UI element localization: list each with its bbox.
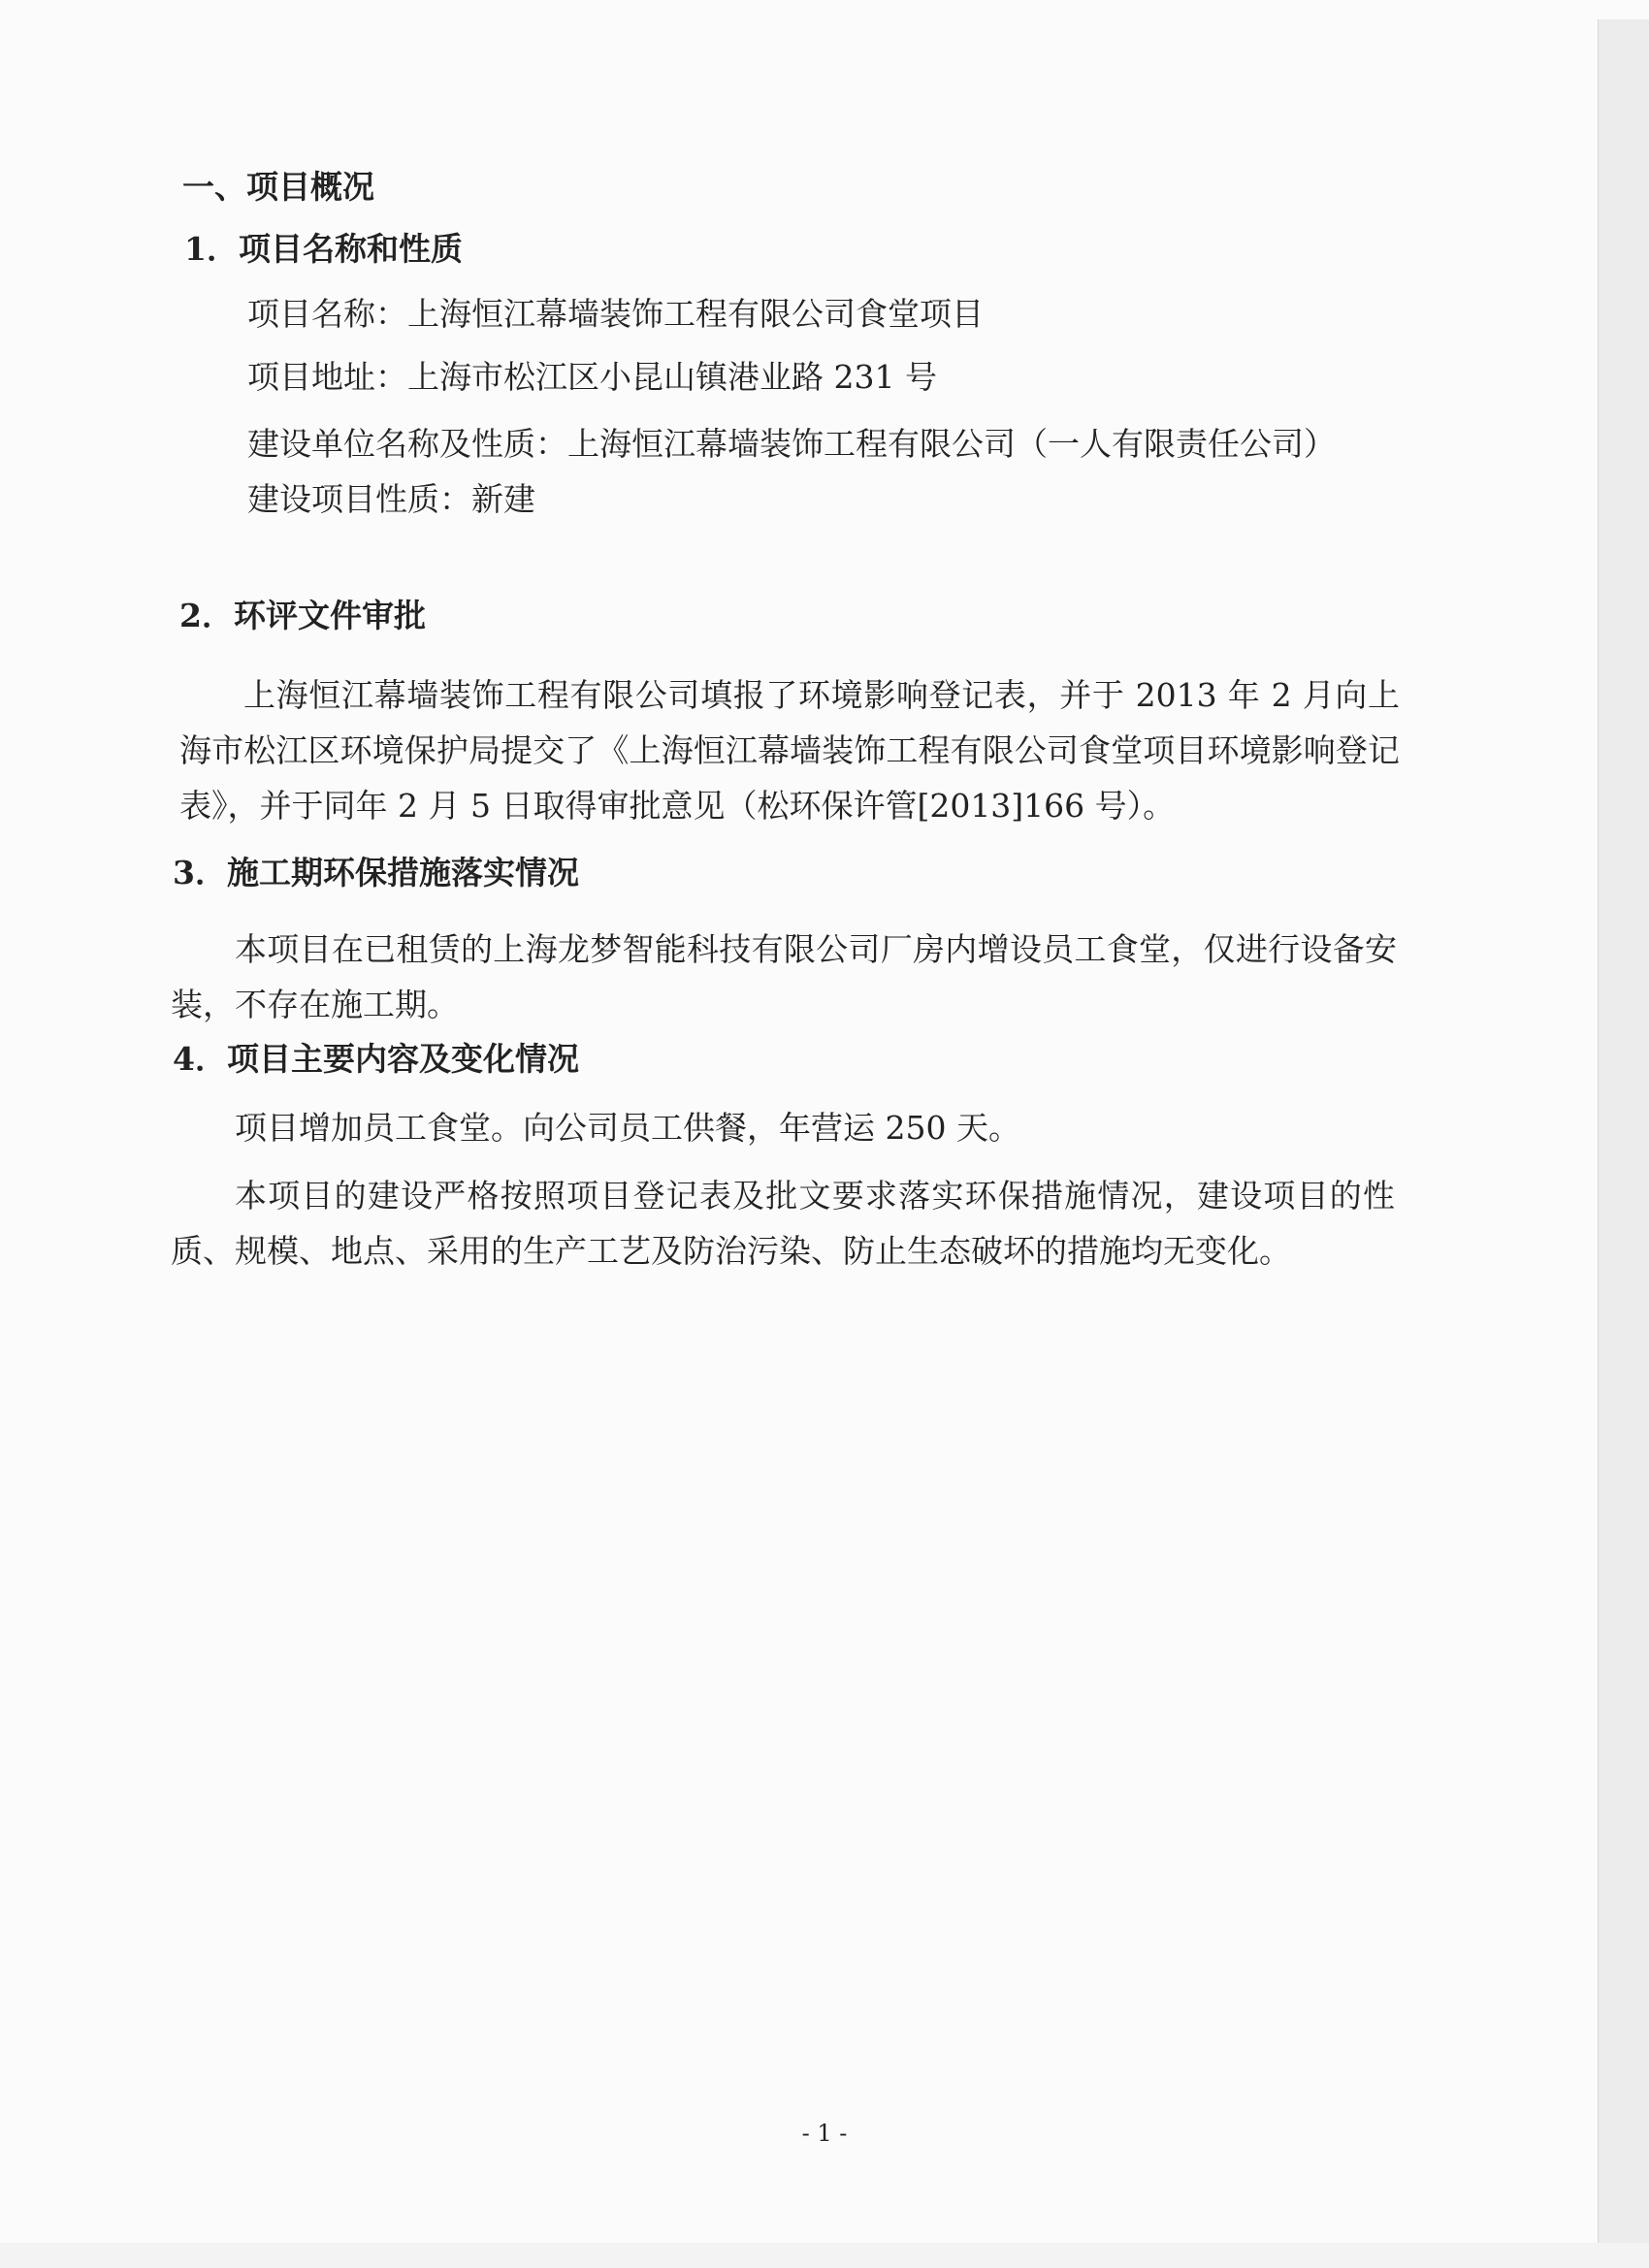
- main-content-paragraph-1: 项目增加员工食堂。向公司员工供餐，年营运 250 天。: [235, 1109, 1020, 1147]
- scan-bottom-edge: [0, 2243, 1649, 2268]
- scan-right-edge: [1598, 19, 1649, 2268]
- heading-construction-measures: 3．施工期环保措施落实情况: [173, 854, 579, 891]
- page-number: - 1 -: [801, 2120, 848, 2147]
- heading-main-content-changes: 4．项目主要内容及变化情况: [173, 1040, 579, 1078]
- construction-measures-paragraph: 本项目在已租赁的上海龙梦智能科技有限公司厂房内增设员工食堂，仅进行设备安装，不存在施工期。: [171, 930, 1397, 1023]
- eia-approval-paragraph: 上海恒江幕墙装饰工程有限公司填报了环境影响登记表，并于 2013 年 2 月向上海市松江区环境保护局提交了《上海恒江幕墙装饰工程有限公司食堂项目环境影响登记表》，并于同年 2 月 5 日取得审批意见（松环保许管[2013]166 号）。: [179, 676, 1400, 825]
- project-name-line: 项目名称：上海恒江幕墙装饰工程有限公司食堂项目: [247, 295, 984, 333]
- project-address-line: 项目地址：上海市松江区小昆山镇港业路 231 号: [247, 358, 937, 396]
- project-nature-line: 建设项目性质：新建: [247, 480, 535, 518]
- main-content-paragraph-2: 本项目的建设严格按照项目登记表及批文要求落实环保措施情况，建设项目的性质、规模、地点、采用的生产工艺及防治污染、防止生态破坏的措施均无变化。: [171, 1177, 1395, 1270]
- construction-unit-line: 建设单位名称及性质：上海恒江幕墙装饰工程有限公司（一人有限责任公司）: [247, 425, 1336, 463]
- heading-project-name-nature: 1．项目名称和性质: [184, 230, 463, 268]
- heading-eia-approval: 2．环评文件审批: [179, 597, 426, 634]
- section-title: 一、项目概况: [182, 168, 374, 206]
